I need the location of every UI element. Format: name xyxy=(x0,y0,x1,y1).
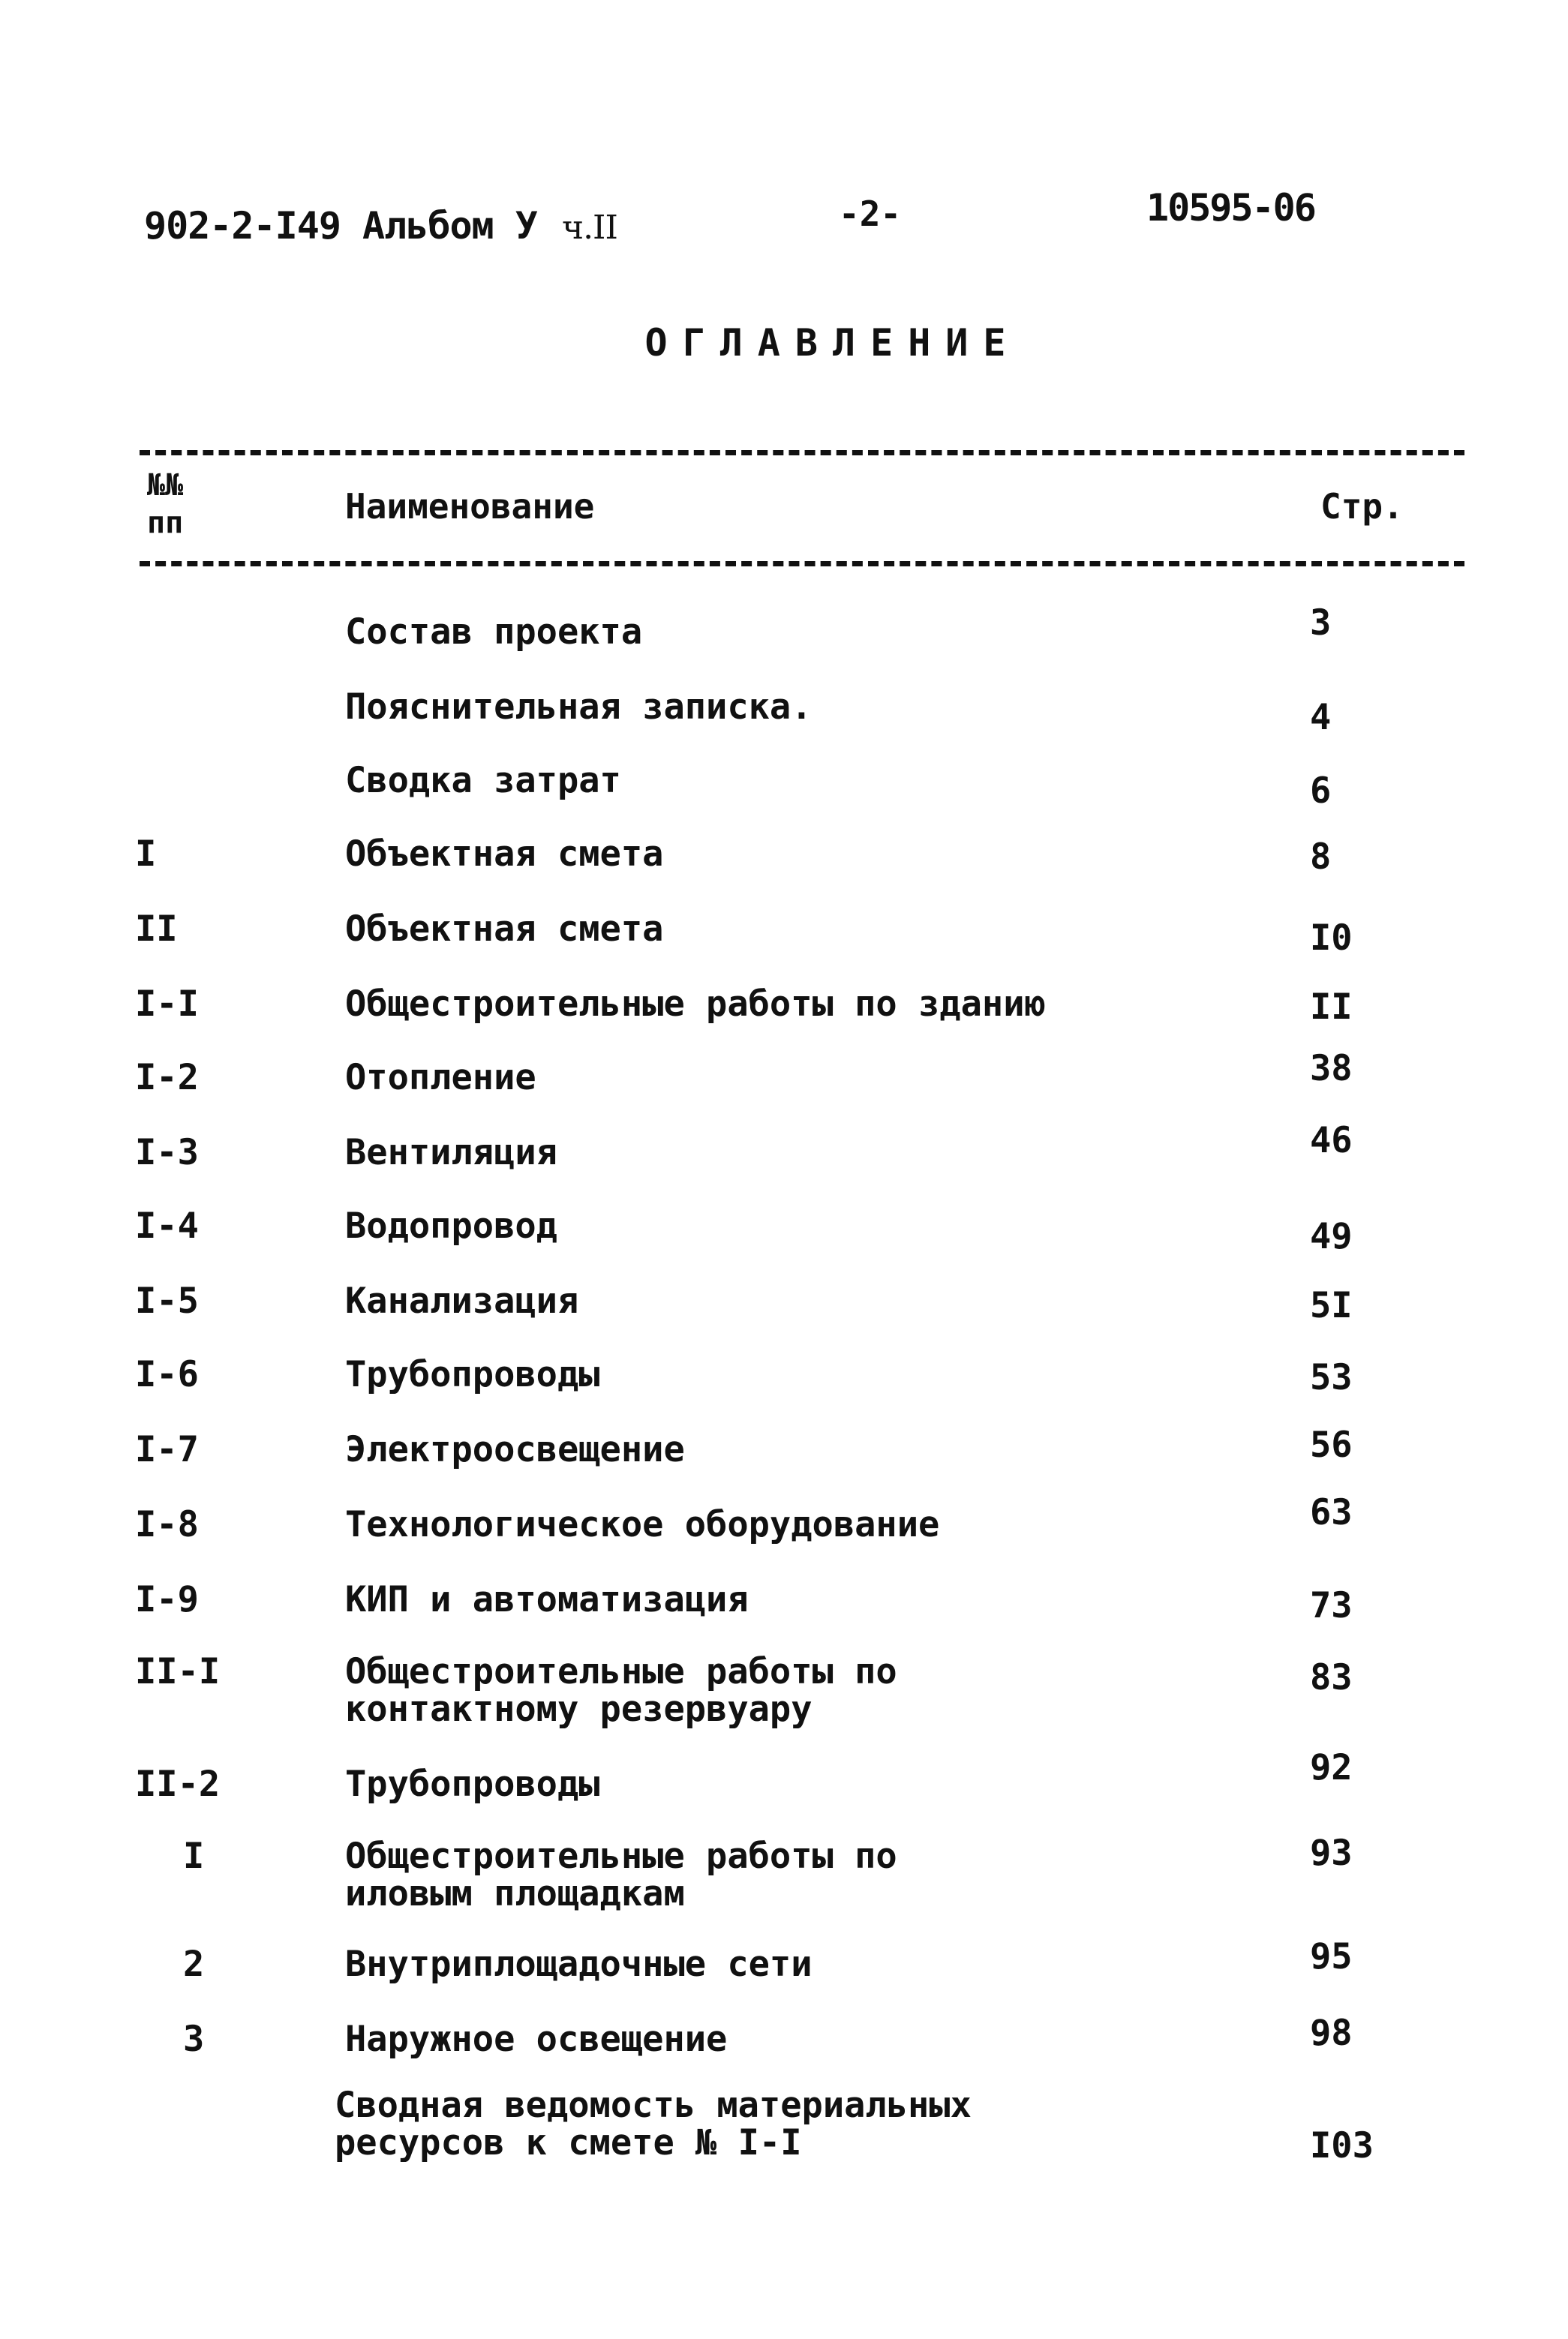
row-page: 46 xyxy=(1310,1120,1353,1161)
header-project-code xyxy=(144,204,617,248)
row-name: Наружное освещение xyxy=(345,2019,728,2060)
row-number: I-6 xyxy=(135,1354,199,1395)
row-page: 8 xyxy=(1310,836,1332,878)
row-name: Вентиляция xyxy=(345,1132,557,1173)
row-name: Трубопроводы xyxy=(345,1354,600,1395)
row-number: I-I xyxy=(135,983,199,1025)
row-name: Объектная смета xyxy=(345,908,664,950)
row-name: Отопление xyxy=(345,1057,536,1098)
row-page: 93 xyxy=(1310,1833,1353,1874)
row-number: II-I xyxy=(135,1651,221,1692)
column-header-page: Стр. xyxy=(1320,486,1404,527)
row-page: 53 xyxy=(1310,1357,1353,1398)
row-page: 73 xyxy=(1310,1585,1353,1626)
row-number: I xyxy=(183,1836,205,1877)
row-number: I-9 xyxy=(135,1579,199,1620)
row-number: I xyxy=(135,833,157,875)
row-name: Канализация xyxy=(345,1281,579,1322)
row-name: Общестроительные работы по контактному резервуару xyxy=(345,1651,897,1730)
project-code: 902-2-I49 xyxy=(144,204,341,248)
row-number: II-2 xyxy=(135,1764,221,1805)
row-page: 95 xyxy=(1310,1936,1353,1977)
row-name: Водопровод xyxy=(345,1206,557,1247)
row-page: II xyxy=(1310,986,1353,1028)
row-page: 6 xyxy=(1310,770,1332,812)
row-number: 2 xyxy=(183,1944,205,1985)
album-label: Альбом У xyxy=(362,204,537,248)
row-name: Электроосвещение xyxy=(345,1429,685,1470)
column-header-name: Наименование xyxy=(345,486,595,527)
row-page: 49 xyxy=(1310,1216,1353,1257)
document-number: 10595-06 xyxy=(1146,186,1315,230)
row-number: II xyxy=(135,908,178,950)
row-page: 92 xyxy=(1310,1747,1353,1788)
row-page: 4 xyxy=(1310,697,1332,738)
row-page: 83 xyxy=(1310,1657,1353,1698)
row-name: Объектная смета xyxy=(345,833,664,875)
row-number: 3 xyxy=(183,2019,205,2060)
row-page: I0 xyxy=(1310,917,1353,959)
row-name: Состав проекта xyxy=(345,611,643,653)
row-number: I-2 xyxy=(135,1057,199,1098)
row-name: Пояснительная записка. xyxy=(345,686,813,728)
row-page: 3 xyxy=(1310,602,1332,644)
row-name: КИП и автоматизация xyxy=(345,1579,749,1620)
page-title: ОГЛАВЛЕНИЕ xyxy=(644,321,1021,365)
page-mark: -2- xyxy=(839,194,902,234)
row-number: I-5 xyxy=(135,1281,199,1322)
row-page: 56 xyxy=(1310,1425,1353,1466)
row-number: I-8 xyxy=(135,1504,199,1545)
row-number: I-3 xyxy=(135,1132,199,1173)
row-name: Общестроительные работы по зданию xyxy=(345,983,1046,1025)
row-name: Внутриплощадочные сети xyxy=(345,1944,813,1985)
row-page: 38 xyxy=(1310,1048,1353,1089)
part-handwritten-note: ч.II xyxy=(561,209,617,247)
table-header-rule xyxy=(140,561,1464,566)
row-page: 5I xyxy=(1310,1285,1353,1326)
row-name: Сводка затрат xyxy=(345,760,621,801)
row-name: Трубопроводы xyxy=(345,1764,600,1805)
row-name: Технологическое оборудование xyxy=(345,1504,940,1545)
row-number: I-7 xyxy=(135,1429,199,1470)
row-page: 98 xyxy=(1310,2013,1353,2054)
row-page: I03 xyxy=(1310,2125,1374,2166)
row-name: Общестроительные работы по иловым площадкам xyxy=(345,1836,897,1914)
table-top-rule xyxy=(140,450,1464,455)
row-name: Сводная ведомость материальных ресурсов к смете № I-I xyxy=(335,2085,972,2163)
row-page: 63 xyxy=(1310,1492,1353,1533)
column-header-number: №№ пп xyxy=(147,468,184,540)
row-number: I-4 xyxy=(135,1206,199,1247)
